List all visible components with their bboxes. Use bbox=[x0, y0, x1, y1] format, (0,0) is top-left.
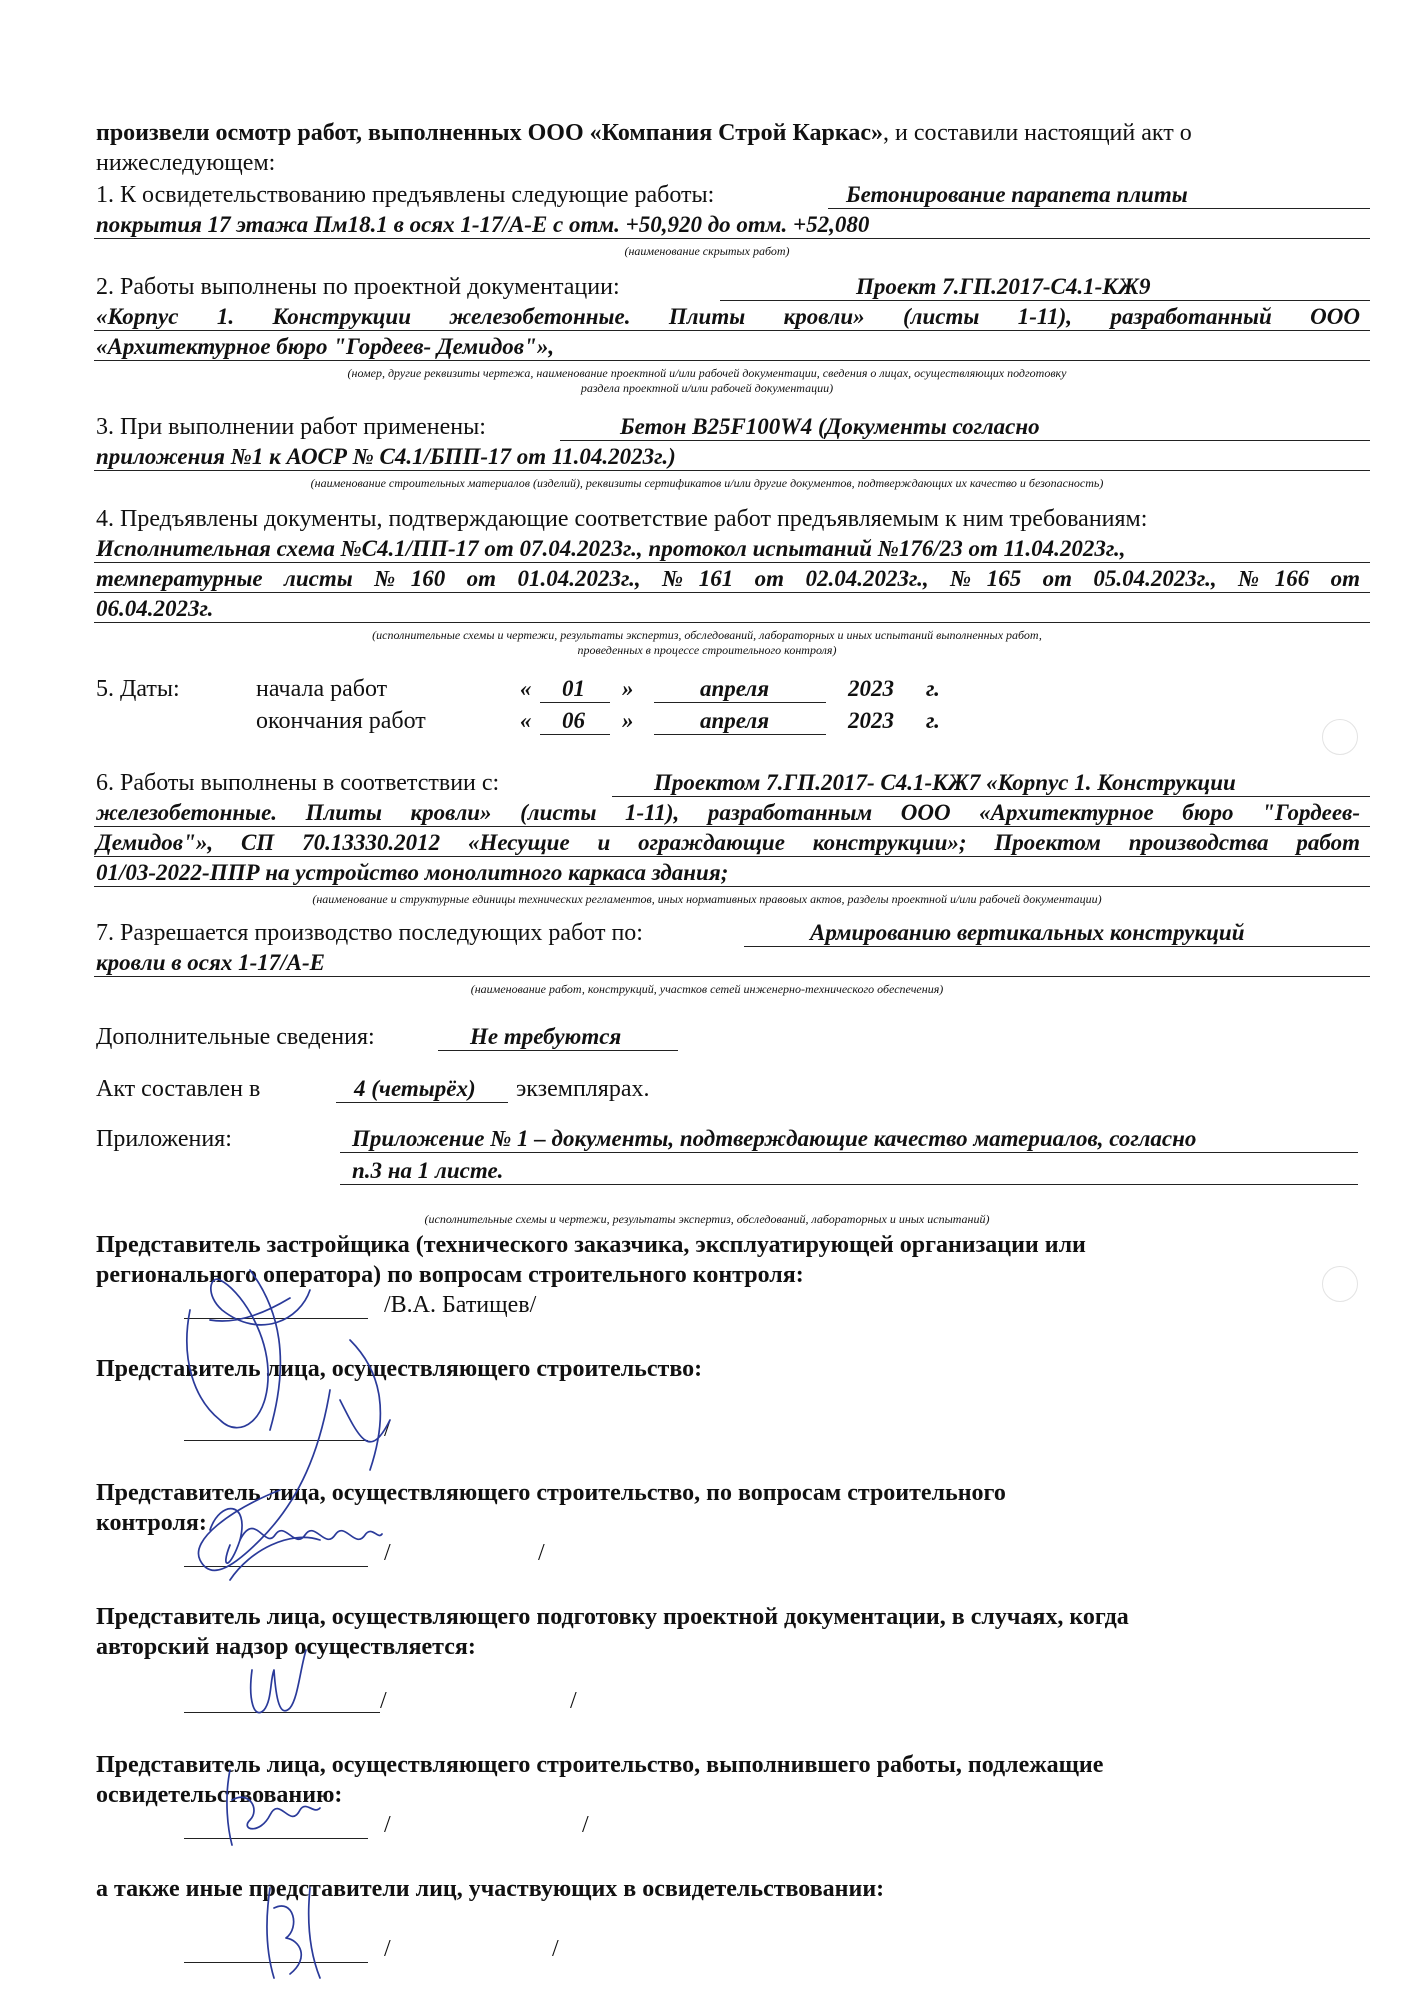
attachments-label: Приложения: bbox=[96, 1126, 232, 1152]
end-day: 06 bbox=[562, 708, 585, 733]
signature-6 bbox=[250, 1878, 350, 1988]
rep4-title-1: Представитель лица, осуществляющего подготовку проектной документации, в случаях, когда bbox=[96, 1604, 1129, 1630]
rep6-slash-1: / bbox=[384, 1936, 391, 1962]
item3-fill-2: приложения №1 к АОСР № С4.1/БПП-17 от 11.04.2023г.) bbox=[96, 444, 676, 469]
rep4-slash-2: / bbox=[570, 1688, 577, 1714]
start-year-suffix: г. bbox=[926, 676, 940, 701]
rep5-title-1: Представитель лица, осуществляющего строительство, выполнившего работы, подлежащие bbox=[96, 1752, 1104, 1778]
end-month-underline bbox=[654, 734, 826, 735]
item3-caption: (наименование строительных материалов (изделий), реквизиты сертификатов и/или другие документов, подтверждающих их качество и безопасность) bbox=[310, 476, 1104, 490]
item4-caption-2: проведенных в процессе строительного контроля) bbox=[577, 643, 837, 657]
item7-caption: (наименование работ, конструкций, участков сетей инженерно-технического обеспечения) bbox=[470, 982, 944, 996]
item4-fill-3: 06.04.2023г. bbox=[96, 596, 214, 621]
start-month: апреля bbox=[700, 676, 770, 701]
item4-fill-1: Исполнительная схема №С4.1/ПП-17 от 07.04.2023г., протокол испытаний №176/23 от 11.04.2023г., bbox=[96, 536, 1126, 561]
additional-value: Не требуются bbox=[470, 1024, 622, 1049]
rep4-title-2: авторский надзор осуществляется: bbox=[96, 1634, 476, 1660]
item1-underline-2 bbox=[94, 238, 1370, 239]
item1-underline-1 bbox=[828, 208, 1370, 209]
item1-label: 1. К освидетельствованию предъявлены следующие работы: bbox=[96, 182, 715, 208]
item2-underline-1 bbox=[720, 300, 1370, 301]
item3-underline-2 bbox=[94, 470, 1370, 471]
item2-underline-3 bbox=[94, 360, 1370, 361]
item6-underline-4 bbox=[94, 886, 1370, 887]
start-quote-close: » bbox=[622, 676, 634, 701]
copies-value: 4 (четырёх) bbox=[354, 1076, 476, 1101]
item6-underline-1 bbox=[612, 796, 1370, 797]
rep1-title-1: Представитель застройщика (технического заказчика, эксплуатирующей организации или bbox=[96, 1232, 1086, 1258]
copies-suffix: экземплярах. bbox=[516, 1076, 650, 1102]
rep1-name: /В.А. Батищев/ bbox=[384, 1292, 537, 1318]
item4-label: 4. Предъявлены документы, подтверждающие соответствие работ предъявляемым к ним требованиям: bbox=[96, 506, 1148, 532]
rep3-slash-2: / bbox=[538, 1540, 545, 1566]
item2-caption-2: раздела проектной и/или рабочей документации) bbox=[580, 381, 834, 395]
item2-label: 2. Работы выполнены по проектной документации: bbox=[96, 274, 620, 300]
end-label: окончания работ bbox=[256, 708, 426, 734]
end-quote-open: « bbox=[520, 708, 532, 733]
rep4-slash-1: / bbox=[380, 1688, 387, 1714]
item6-fill-3: Демидов"», СП 70.13330.2012 «Несущие и ограждающие конструкции»; Проектом производства работ bbox=[96, 830, 1360, 855]
item2-underline-2 bbox=[94, 330, 1370, 331]
signature-5 bbox=[210, 1760, 330, 1850]
item3-label: 3. При выполнении работ применены: bbox=[96, 414, 486, 440]
item1-fill-1: Бетонирование парапета плиты bbox=[846, 182, 1188, 207]
rep6-title: а также иные представители лиц, участвующих в освидетельствовании: bbox=[96, 1876, 885, 1902]
item7-label: 7. Разрешается производство последующих работ по: bbox=[96, 920, 643, 946]
start-month-underline bbox=[654, 702, 826, 703]
item3-underline-1 bbox=[560, 440, 1370, 441]
punch-hole-top bbox=[1322, 719, 1358, 755]
item3-fill-1: Бетон В25F100W4 (Документы согласно bbox=[620, 414, 1040, 439]
item7-fill-1: Армированию вертикальных конструкций bbox=[810, 920, 1245, 945]
item5-label: 5. Даты: bbox=[96, 676, 180, 702]
signature-4 bbox=[240, 1640, 320, 1730]
rep3-title-2: контроля: bbox=[96, 1510, 207, 1536]
rep2-slash: / bbox=[384, 1416, 391, 1442]
rep3-title-1: Представитель лица, осуществляющего строительство, по вопросам строительного bbox=[96, 1480, 1006, 1506]
rep6-slash-2: / bbox=[552, 1936, 559, 1962]
item4-underline-1 bbox=[94, 562, 1370, 563]
copies-label: Акт составлен в bbox=[96, 1076, 261, 1102]
item7-underline-1 bbox=[744, 946, 1370, 947]
intro-rest: , и составили настоящий акт о bbox=[883, 120, 1192, 146]
item6-caption: (наименование и структурные единицы технических регламентов, иных нормативных правовых актов, разделы проектной и/или рабочей документации) bbox=[312, 892, 1102, 906]
attachments-fill-2: п.3 на 1 листе. bbox=[352, 1158, 504, 1183]
intro-line-1 bbox=[96, 118, 1192, 148]
start-quote-open: « bbox=[520, 676, 532, 701]
item6-fill-1: Проектом 7.ГП.2017- С4.1-КЖ7 «Корпус 1. Конструкции bbox=[654, 770, 1236, 795]
intro-contractor: произвели осмотр работ, выполненных ООО «Компания Строй Каркас» bbox=[96, 120, 883, 146]
start-year: 2023 bbox=[848, 676, 894, 701]
end-year-suffix: г. bbox=[926, 708, 940, 733]
rep5-slash-1: / bbox=[384, 1812, 391, 1838]
attachments-caption: (исполнительные схемы и чертежи, результаты экспертиз, обследований, лабораторных и иных испытаний) bbox=[424, 1212, 990, 1226]
end-month: апреля bbox=[700, 708, 770, 733]
item1-caption: (наименование скрытых работ) bbox=[624, 244, 790, 258]
rep2-title: Представитель лица, осуществляющего строительство: bbox=[96, 1356, 703, 1382]
item7-underline-2 bbox=[94, 976, 1370, 977]
item2-fill-3: «Архитектурное бюро "Гордеев- Демидов"», bbox=[96, 334, 555, 359]
end-year: 2023 bbox=[848, 708, 894, 733]
additional-underline bbox=[438, 1050, 678, 1051]
end-day-underline bbox=[540, 734, 610, 735]
item1-fill-2: покрытия 17 этажа Пм18.1 в осях 1-17/А-Е с отм. +50,920 до отм. +52,080 bbox=[96, 212, 870, 237]
item6-underline-2 bbox=[94, 826, 1370, 827]
signature-3 bbox=[200, 1490, 390, 1580]
item4-caption-1: (исполнительные схемы и чертежи, результаты экспертиз, обследований, лабораторных и иных испытаний выполненных работ, bbox=[372, 628, 1042, 642]
attachments-underline-1 bbox=[340, 1152, 1358, 1153]
item2-fill-1: Проект 7.ГП.2017-С4.1-КЖ9 bbox=[856, 274, 1151, 299]
additional-label: Дополнительные сведения: bbox=[96, 1024, 375, 1050]
start-day-underline bbox=[540, 702, 610, 703]
end-quote-close: » bbox=[622, 708, 634, 733]
punch-hole-bottom bbox=[1322, 1266, 1358, 1302]
attachments-underline-2 bbox=[340, 1184, 1358, 1185]
item6-label: 6. Работы выполнены в соответствии с: bbox=[96, 770, 500, 796]
start-label: начала работ bbox=[256, 676, 388, 702]
rep3-slash-1: / bbox=[384, 1540, 391, 1566]
attachments-fill-1: Приложение № 1 – документы, подтверждающие качество материалов, согласно bbox=[352, 1126, 1197, 1151]
item2-fill-2: «Корпус 1. Конструкции железобетонные. Плиты кровли» (листы 1-11), разработанный ООО bbox=[96, 304, 1360, 329]
copies-underline bbox=[336, 1102, 508, 1103]
item4-fill-2: температурные листы №160 от 01.04.2023г., №161 от 02.04.2023г., №165 от 05.04.2023г., №166 от bbox=[96, 566, 1360, 591]
item7-fill-2: кровли в осях 1-17/А-Е bbox=[96, 950, 326, 975]
rep1-title-2: регионального оператора) по вопросам строительного контроля: bbox=[96, 1262, 804, 1288]
item6-fill-4: 01/03-2022-ППР на устройство монолитного каркаса здания; bbox=[96, 860, 729, 885]
item2-caption-1: (номер, другие реквизиты чертежа, наименование проектной и/или рабочей документации, сведения о лицах, осуществляющих подготовку bbox=[347, 366, 1067, 380]
intro-line-2: нижеследующем: bbox=[96, 150, 276, 176]
rep5-title-2: освидетельствованию: bbox=[96, 1782, 343, 1808]
item4-underline-3 bbox=[94, 622, 1370, 623]
item6-fill-2: железобетонные. Плиты кровли» (листы 1-11), разработанным ООО «Архитектурное бюро "Гордеев- bbox=[96, 800, 1360, 825]
item4-underline-2 bbox=[94, 592, 1370, 593]
start-day: 01 bbox=[562, 676, 585, 701]
rep5-slash-2: / bbox=[582, 1812, 589, 1838]
item6-underline-3 bbox=[94, 856, 1370, 857]
